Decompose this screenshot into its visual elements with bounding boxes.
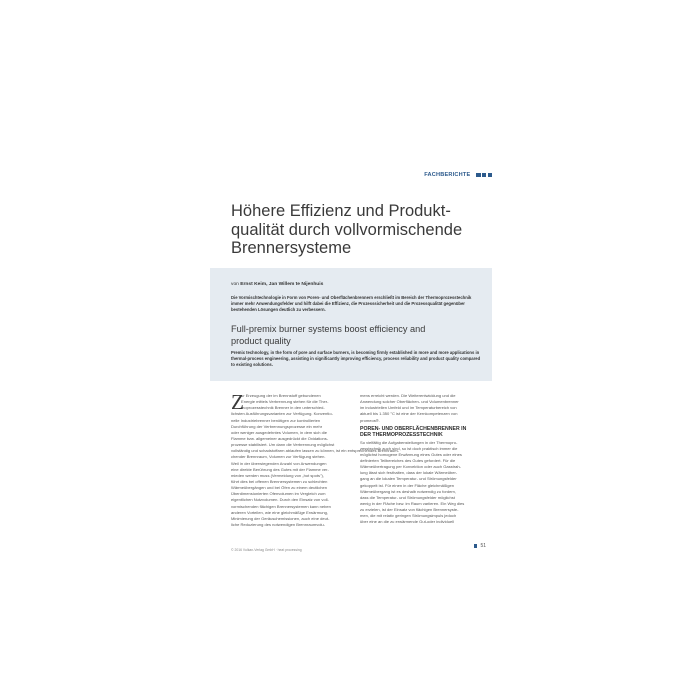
- section-tag: [424, 172, 492, 178]
- body-text-line: oder weniger ausgedehntes Volumen, in dem sich die: [231, 429, 328, 435]
- body-text-line: moprozesstechnik Brenner in den unterschied-: [241, 405, 325, 411]
- journal-page: [210, 150, 492, 560]
- dropcap: Z: [231, 390, 244, 414]
- body-text-line: Energie mittels Verbrennung stehen für die Ther-: [241, 399, 329, 405]
- footer-copyright: © 2016 Vulkan-Verlag GmbH · heat processing: [231, 548, 302, 552]
- body-text-line: wenig in der Fläche bzw. im Raum variieren. Ein Weg dies: [360, 500, 465, 506]
- body-text-line: anderen Vorteilen, wie eine gleichmäßige Erwärmung,: [231, 509, 328, 515]
- english-title: [231, 323, 481, 347]
- abstract-box: [210, 268, 492, 381]
- byline: [231, 282, 481, 287]
- article-title-line: Brennersysteme: [231, 239, 352, 257]
- article-title: [231, 202, 481, 258]
- byline-authors: Ernst Keim, Jan Willem te Nijenhuis: [240, 282, 324, 287]
- body-text-line: Anwendung solcher Oberflächen- und Volumenbrenner: [360, 399, 459, 405]
- body-text-line: vormischenden flächigen Brennersystemen kann neben: [231, 503, 331, 509]
- right-column-lines-bottom: [360, 440, 478, 526]
- body-text-line: vollständig und schadstoffarm ablaufen lassen zu können, ist ein entsprechendes Brennraum-: [231, 448, 399, 454]
- body-text-line: prozesse stabilisiert. Um dann die Verbrennung möglichst: [231, 442, 335, 448]
- footer-square-icon: [474, 544, 477, 547]
- body-text-line: im industriellen Umfeld und im Temperaturbereich von: [360, 405, 457, 411]
- body-text-line: definierten Teilbereiches des Gutes gefordert. Für die: [360, 457, 456, 463]
- body-text-line: Wärmeübertragung per Konvektion oder auch Gasstrah-: [360, 464, 462, 470]
- body-text-line: aktuell bis 1.350 °C ist eine der Kernkompetenzen von: [360, 411, 458, 417]
- body-text-line: gekoppelt ist. Für einen in der Fläche gleichmäßigen: [360, 482, 455, 488]
- subheading-line: POREN- UND OBERFLÄCHENBRENNER IN: [360, 425, 467, 432]
- body-text-line: eine direkte Berührung des Gutes mit der Flamme ver-: [231, 466, 329, 472]
- body-text-line: Flamme bzw. allgemeiner ausgedrückt die Oxidations-: [231, 435, 329, 441]
- body-text-line: führt dies bei offenen Brennersystemen zu schlechten: [231, 478, 328, 484]
- body-text-line: mieden werden muss (Vermeidung von „hot spots"),: [231, 472, 324, 478]
- page-footer: [474, 543, 486, 549]
- body-text-line: Durchführung der Verbrennungsprozesse ein mehr: [231, 423, 323, 429]
- body-text-line: dass die Temperatur- und Strömungsfelder möglichst: [360, 494, 455, 500]
- article-title-line: qualität durch vollvormischende: [231, 220, 463, 239]
- subheading-line: DER THERMOPROZESSTECHNIK: [360, 432, 443, 439]
- body-text-line: möglichst homogene Erwärmung eines Gutes oder eines: [360, 451, 462, 457]
- body-text-line: Wärmeübergängen und bei Öfen zu einem deutlichen: [231, 485, 328, 491]
- body-text-line: liche Reduzierung des notwendigen Brennraumvolu-: [231, 521, 326, 527]
- body-text-line: Weil in der überwiegenden Anzahl von Anwendungen: [231, 460, 327, 466]
- body-text-line: nelle Industriebrenner benötigen zur kontrollierten: [231, 417, 321, 423]
- body-text-line: lung lässt sich festhalten, dass der lokale Wärmeüber-: [360, 470, 458, 476]
- body-text-line: promeos®.: [360, 417, 380, 423]
- article-title-line: Höhere Effizienz und Produkt-: [231, 202, 451, 220]
- abstract-english: Premix technology, in the form of pore and surface burners, is becoming firmly established in more and more applications in thermal-process engineering, assisting in significantly improving efficiency, process reliability and product quality compared to existing solutions.: [231, 350, 481, 368]
- section-subheading: [360, 426, 478, 439]
- english-title-line: Full-premix burner systems boost efficiency and: [231, 324, 426, 334]
- abstract-german: Die Vormischtechnologie in Form von Poren- und Oberflächenbrennern erschließt im Bereich der Thermoprozesstechnik immer mehr Anwendungsfelder und hilft dabei die Effizienz, die Prozesssicherheit und die Prozessqualität gegenüber bestehenden Lösungen deutlich zu verbessern.: [231, 295, 472, 313]
- body-text-line: ur Erzeugung der im Brennstoff gebundenen: [241, 393, 321, 398]
- body-text-line: So vielfältig die Aufgabenstellungen in der Thermopro-: [360, 439, 458, 445]
- body-text-line: zu erzielen, ist der Einsatz von flächigen Brennersyste-: [360, 507, 459, 513]
- body-text-line: chender Brennraum, Volumen zur Verfügung stehen.: [231, 454, 326, 460]
- body-text-line: Überdimensionierten Ofenvolumen im Vergleich zum: [231, 491, 326, 497]
- body-text-line: gang an die lokalen Temperatur- und Strömungsfelder: [360, 476, 457, 482]
- right-column-lines-top: [360, 393, 478, 424]
- page-number: 51: [480, 543, 486, 549]
- byline-prefix: von: [231, 282, 241, 287]
- body-text-line: über eine an die zu erwärmende Gut-oder individuell: [360, 519, 455, 525]
- body-text-line: Minimierung der Geräuschemissionen, auch eine deut-: [231, 515, 330, 521]
- body-text-line: mens erreicht werden. Die Weiterentwicklung und die: [360, 393, 456, 398]
- body-column-right: [360, 393, 478, 525]
- section-tag-label: FACHBERICHTE: [424, 172, 471, 178]
- section-squares-icon: [476, 173, 492, 177]
- body-text-line: lichsten Ausführungsvarianten zur Verfügung. Konventio-: [231, 411, 333, 417]
- body-text-line: men, die mit relativ geringen Strömungsimpuls jedoch: [360, 513, 457, 519]
- body-text-line: eigentlichen Nutzvolumen. Durch den Einsatz von voll-: [231, 497, 329, 503]
- body-text-line: Wärmeübergang ist es deshalb notwendig zu fordern,: [360, 488, 457, 494]
- body-text-line: zesstechnik auch sind, so ist doch praktisch immer die: [360, 445, 458, 451]
- english-title-line: product quality: [231, 336, 291, 346]
